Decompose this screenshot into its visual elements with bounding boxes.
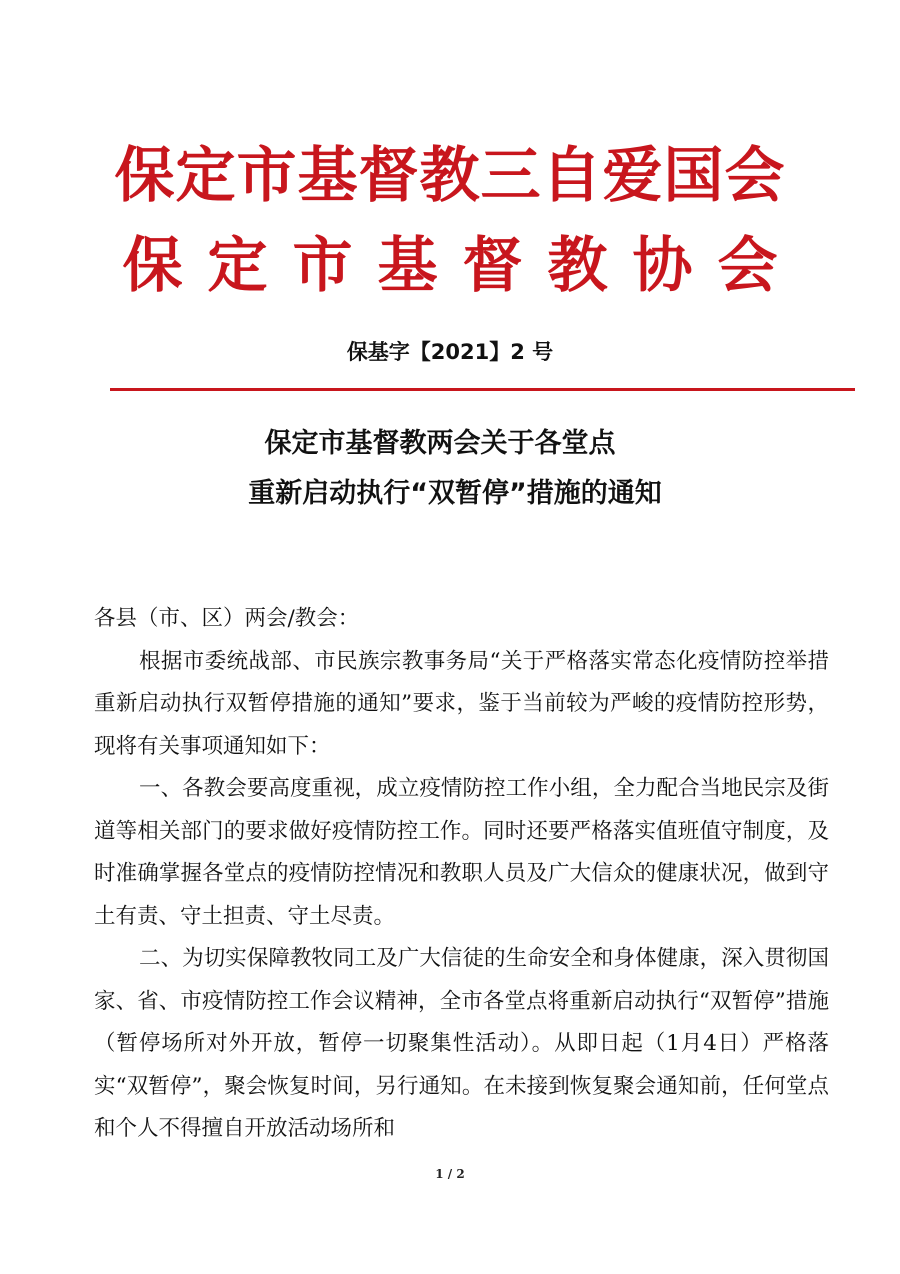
issuer-name-line-2: 保定市基督教协会 [122,231,803,301]
body-paragraph-intro: 根据市委统战部、市民族宗教事务局“关于严格落实常态化疫情防控举措重新启动执行双暂停措施的通知”要求，鉴于当前较为严峻的疫情防控形势，现将有关事项通知如下： [94,648,829,759]
document-title-line-1: 保定市基督教两会关于各堂点 [264,428,616,459]
salutation: 各县（市、区）两会/教会： [94,606,360,631]
document-title-line-2: 重新启动执行“双暂停”措施的通知 [248,478,662,509]
page-number: 1 / 2 [435,1167,465,1181]
issuer-name-line-1: 保定市基督教三自爱国会 [114,141,786,211]
document-number: 保基字【2021】2 号 [346,340,554,364]
body-paragraph-item-2: 二、为切实保障教牧同工及广大信徒的生命安全和身体健康，深入贯彻国家、省、市疫情防控工作会议精神，全市各堂点将重新启动执行“双暂停”措施（暂停场所对外开放，暂停一切聚集性活动）。从即日起（1月4日）严格落实“双暂停”，聚会恢复时间，另行通知。在未接到恢复聚会通知前，任何堂点和个人不得擅自开放活动场所和 [94,946,829,1141]
document-body [94,598,829,1151]
red-divider-rule [110,388,855,391]
body-paragraph-item-1: 一、各教会要高度重视，成立疫情防控工作小组，全力配合当地民宗及街道等相关部门的要求做好疫情防控工作。同时还要严格落实值班值守制度，及时准确掌握各堂点的疫情防控情况和教职人员及广大信众的健康状况，做到守土有责、守土担责、守土尽责。 [94,776,829,929]
